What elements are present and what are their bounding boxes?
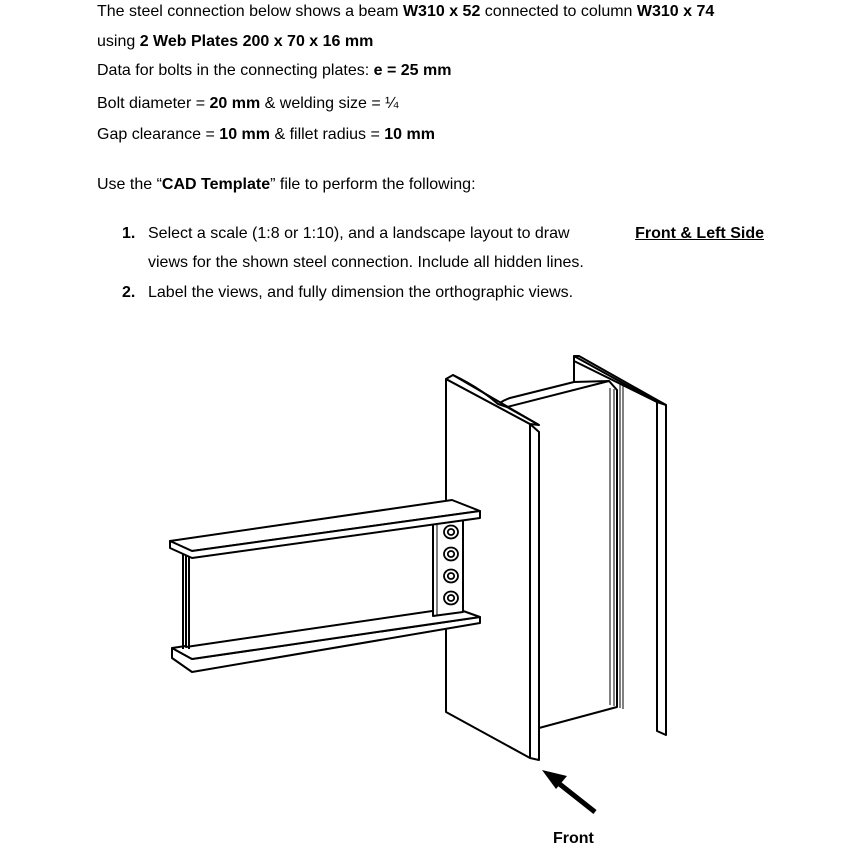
bolt-3 [444, 570, 458, 583]
bolt-1 [444, 526, 458, 539]
bolt-2 [444, 548, 458, 561]
column-section: W310 x 74 [636, 3, 715, 20]
intro-text: using [97, 33, 140, 50]
intro-text: connected to column [480, 3, 637, 20]
intro-text: Gap clearance = [97, 126, 220, 143]
web-plates-spec: 2 Web Plates 200 x 70 x 16 mm [139, 33, 374, 50]
bolt-4 [444, 592, 458, 605]
cad-template-name: CAD Template [161, 176, 271, 193]
edge-distance: e = 25 mm [373, 62, 452, 79]
task-2-number: 2. [122, 284, 136, 301]
instruction-text: ” file to perform the following: [270, 176, 476, 193]
intro-text: & welding size = [260, 95, 386, 112]
intro-text: & fillet radius = [270, 126, 385, 143]
fillet-radius: 10 mm [384, 126, 435, 143]
task-1-text: Select a scale (1:8 or 1:10), and a landscape layout to draw [148, 225, 570, 242]
intro-text: The steel connection below shows a beam [97, 3, 403, 20]
intro-text: Data for bolts in the connecting plates: [97, 62, 374, 79]
task-1-emphasis: Front & Left Side [635, 225, 764, 242]
front-view-label: Front [553, 830, 594, 847]
task-1-line-2: views for the shown steel connection. Include all hidden lines. [148, 254, 584, 271]
bolt-diameter: 20 mm [209, 95, 261, 112]
task-1-number: 1. [122, 225, 136, 242]
weld-size: ¼ [385, 95, 399, 112]
front-view-arrow [542, 770, 595, 812]
beam-section: W310 x 52 [402, 3, 481, 20]
gap-clearance: 10 mm [219, 126, 270, 143]
intro-text: Bolt diameter = [97, 95, 210, 112]
task-2-text: Label the views, and fully dimension the orthographic views. [148, 284, 574, 301]
instruction-text: Use the “ [97, 176, 162, 193]
